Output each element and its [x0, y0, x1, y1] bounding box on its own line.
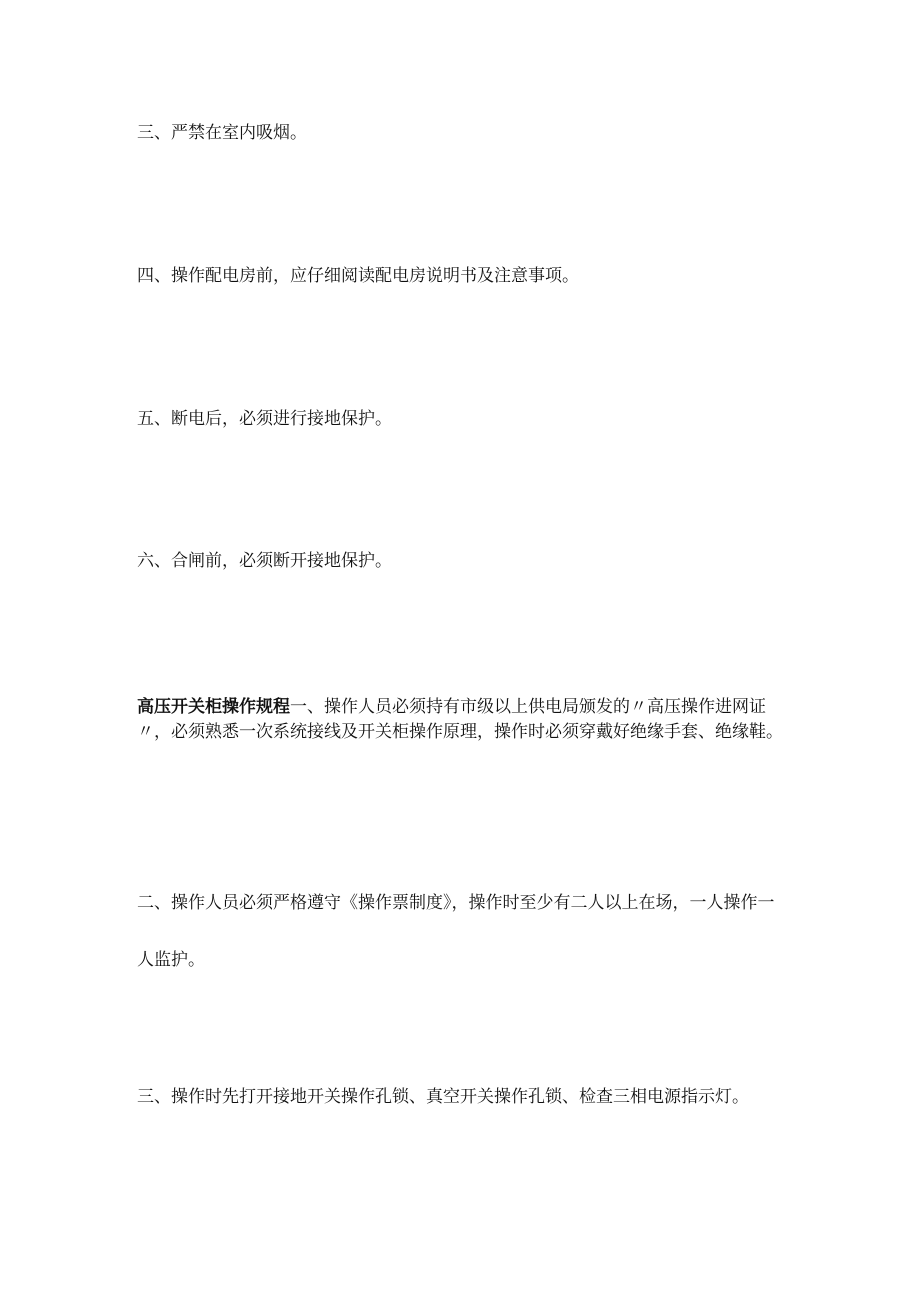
rule-item-5-grounding-after-outage: 五、断电后，必须进行接地保护。	[137, 409, 392, 429]
hv-rule-item-2: 二、操作人员必须严格遵守《操作票制度》，操作时至少有二人以上在场，一人操作一人监护。	[137, 893, 775, 970]
hv-switchgear-rules-paragraph	[137, 695, 787, 745]
section-heading: 高压开关柜操作规程	[137, 697, 290, 717]
hv-rule-item-1: 一、操作人员必须持有市级以上供电局颁发的〃高压操作进网证〃，必须熟悉一次系统接线及开关柜操作原理，操作时必须穿戴好绝缘手套、绝缘鞋。	[137, 697, 783, 742]
hv-rule-item-3: 三、操作时先打开接地开关操作孔锁、真空开关操作孔锁、检查三相电源指示灯。	[137, 1087, 749, 1107]
rule-item-6-disconnect-grounding: 六、合闸前，必须断开接地保护。	[137, 551, 392, 571]
rule-item-4-read-manual: 四、操作配电房前，应仔细阅读配电房说明书及注意事项。	[137, 266, 579, 286]
rule-item-3-no-smoking: 三、严禁在室内吸烟。	[137, 123, 307, 143]
